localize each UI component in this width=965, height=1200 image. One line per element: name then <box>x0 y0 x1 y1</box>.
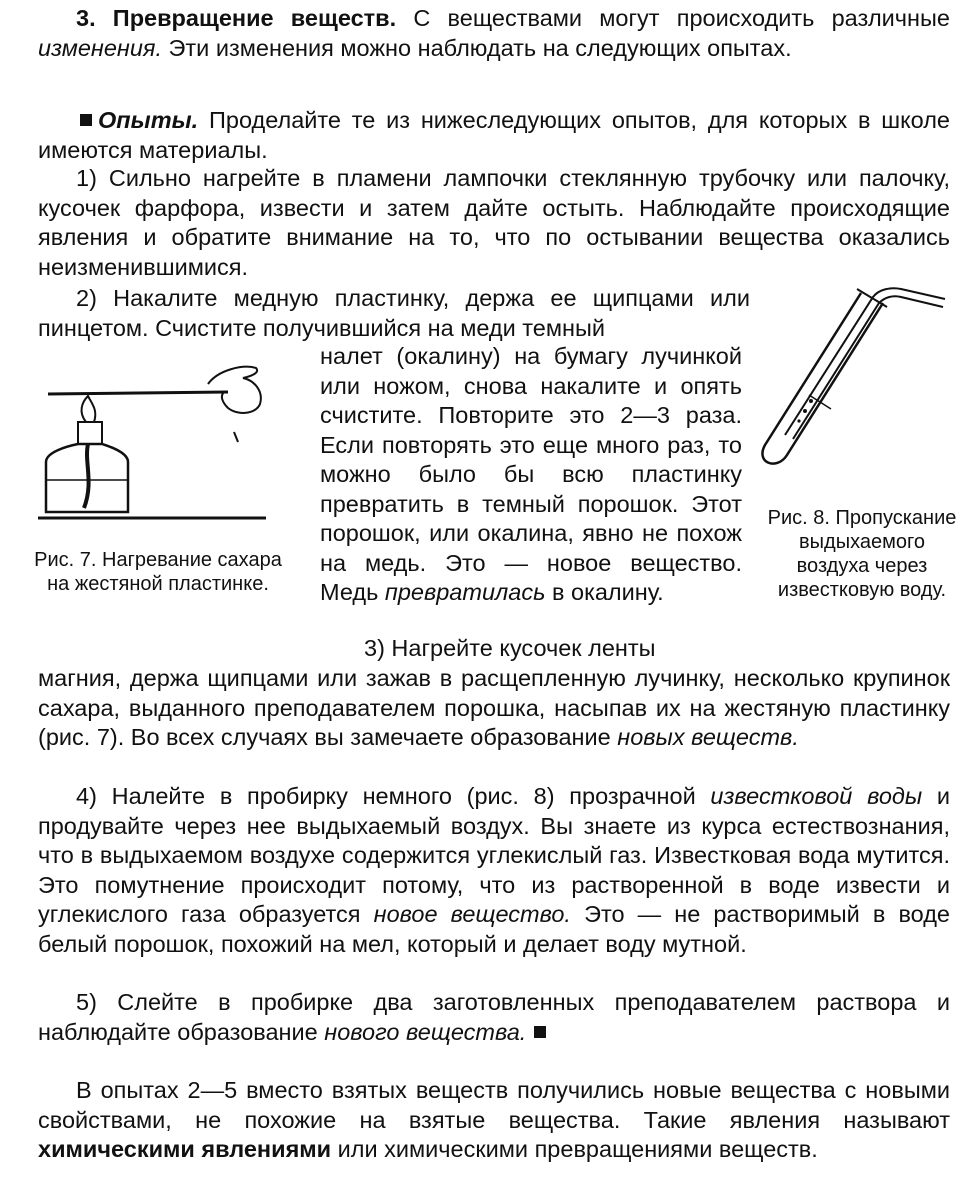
figure-8-caption: Рис. 8. Пропускание выдыхаемого воздуха через известковую воду. <box>767 507 957 601</box>
section-intro: 3. Превращение веществ. С веществами могут происходить различные изменения. Эти изменения можно наблюдать на следующих опытах. <box>38 5 950 61</box>
experiment-4: 4) Налейте в пробирку немного (рис. 8) прозрачной известковой воды и продувайте через нее выдыхаемый воздух. Вы знаете из курса естествознания, что в выдыхаемом воздухе содержится углекислый газ. Известковая вода мутится. Это помутнение происходит потому, что из растворенной в воде извести и углекислого газа образуется новое вещество. Это — не растворимый в воде белый порошок, похожий на мел, который и делает воду мутной. <box>38 783 951 957</box>
section-heading: 3. Превращение веществ. <box>76 5 397 31</box>
square-end-marker-icon <box>534 1026 546 1038</box>
experiment-5: 5) Слейте в пробирке два заготовленных преподавателем раствора и наблюдайте образование нового вещества. <box>38 989 950 1045</box>
figure-7-caption: Рис. 7. Нагревание сахара на жестяной пластинке. <box>34 549 282 595</box>
figure-8-illustration <box>745 285 955 495</box>
experiment-3-continued: магния, держа щипцами или зажав в расщепленную лучинку, несколько крупинок сахара, выданного преподавателем порошка, насыпав их на жестяную пластинку (рис. 7). Во всех случаях вы замечаете образование новых веществ. <box>38 665 950 750</box>
figure-7-illustration <box>38 362 278 532</box>
experiment-1: 1) Сильно нагрейте в пламени лампочки стеклянную трубочку или палочку, кусочек фарфора, извести и затем дайте остыть. Наблюдайте происходящие явления и обратите внимание на то, что по остывании вещества оказались неизменившимися. <box>38 165 950 280</box>
experiment-3-start: 3) Нагрейте кусочек ленты <box>364 635 656 661</box>
conclusion-paragraph: В опытах 2—5 вместо взятых веществ получились новые вещества с новыми свойствами, не похожие на взятые вещества. Такие явления называют химическими явлениями или химическими превращениями веществ. <box>38 1077 950 1162</box>
square-marker-icon <box>80 114 92 126</box>
chemical-phenomena-term: химическими явлениями <box>38 1136 332 1162</box>
experiment-2-start: 2) Накалите медную пластинку, держа ее щипцами или пинцетом. Счистите получившийся на меди темный <box>38 285 750 341</box>
experiments-title: Опыты. <box>98 107 199 133</box>
experiment-2-continued: налет (окалину) на бумагу лучинкой или ножом, снова накалите и опять счистите. Повторите это 2—3 раза. Если повторять это еще много раз, то можно было бы всю пластинку превратить в темный порошок. Этот порошок, или окалина, явно не похож на медь. Это — новое вещество. Медь превратилась в окалину. <box>320 343 742 605</box>
experiments-lead: Опыты. Проделайте те из нижеследующих опытов, для которых в школе имеются материалы. <box>38 107 950 163</box>
